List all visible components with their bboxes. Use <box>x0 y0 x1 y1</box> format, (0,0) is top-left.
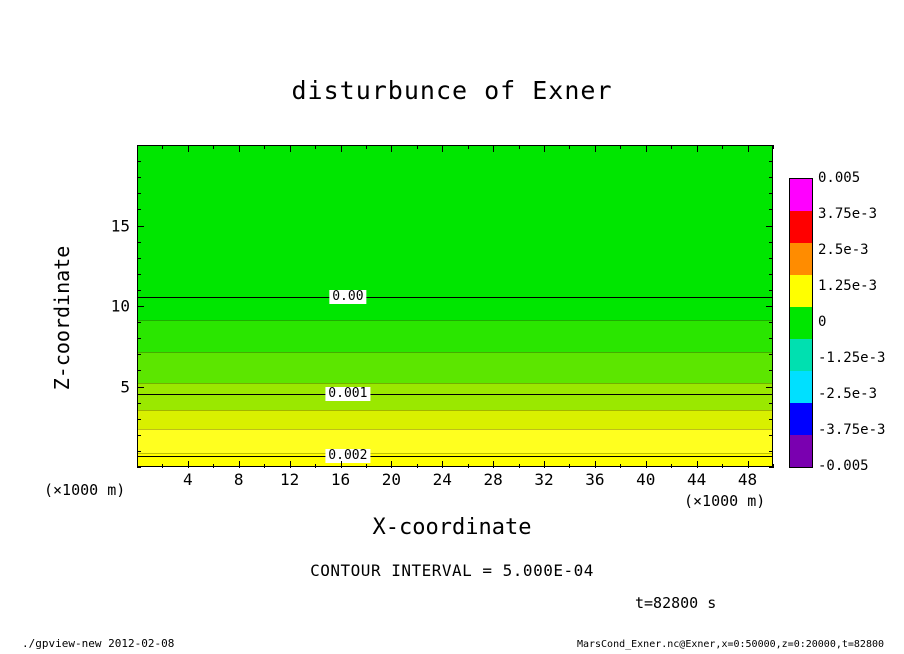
x-axis-tick <box>341 461 342 468</box>
y-axis-tick <box>137 451 141 452</box>
colorbar-tick-label: 1.25e-3 <box>818 278 878 294</box>
contour-band <box>138 352 772 383</box>
y-axis-tick <box>769 274 773 275</box>
x-axis-tick <box>722 464 723 468</box>
x-tick-label: 36 <box>585 470 605 489</box>
y-axis-tick <box>769 403 773 404</box>
y-axis-tick <box>769 322 773 323</box>
time-label: t=82800 s <box>635 594 717 612</box>
y-axis-tick <box>769 435 773 436</box>
y-axis-tick <box>137 338 141 339</box>
colorbar-tick-label: -3.75e-3 <box>818 422 886 438</box>
x-axis-tick <box>188 145 189 152</box>
y-axis-tick <box>766 387 773 388</box>
band-edge <box>138 352 772 353</box>
y-axis-tick-labels <box>88 0 130 654</box>
colorbar-cell <box>790 179 812 211</box>
y-axis-ticks-right <box>765 145 773 467</box>
x-axis-tick <box>544 461 545 468</box>
colorbar-cell <box>790 435 812 467</box>
colorbar <box>789 178 813 468</box>
x-axis-tick <box>620 464 621 468</box>
x-axis-tick <box>697 145 698 152</box>
x-tick-label: 40 <box>636 470 656 489</box>
y-axis-tick <box>769 354 773 355</box>
x-axis-tick <box>468 145 469 149</box>
x-units-left-label: (×1000 m) <box>44 481 126 499</box>
x-axis-tick <box>213 145 214 149</box>
y-tick-label: 10 <box>110 296 130 316</box>
y-axis-tick <box>769 161 773 162</box>
y-axis-tick <box>137 435 141 436</box>
x-tick-label: 24 <box>432 470 452 489</box>
contour-interval-label: CONTOUR INTERVAL = 5.000E-04 <box>310 561 594 580</box>
y-axis-tick <box>769 193 773 194</box>
y-axis-tick <box>137 242 141 243</box>
y-axis-tick <box>766 226 773 227</box>
x-axis-tick <box>315 145 316 149</box>
y-axis-tick <box>137 193 141 194</box>
colorbar-cell <box>790 275 812 307</box>
y-axis-tick <box>137 177 141 178</box>
y-axis-tick <box>137 306 144 307</box>
x-axis-tick <box>417 464 418 468</box>
x-axis-tick <box>544 145 545 152</box>
x-axis-ticks-top <box>137 145 773 153</box>
x-axis-tick <box>773 145 774 149</box>
x-axis-tick <box>188 461 189 468</box>
x-tick-label: 48 <box>737 470 758 489</box>
x-units-right-label: (×1000 m) <box>684 492 766 510</box>
x-axis-tick <box>264 464 265 468</box>
colorbar-tick-labels <box>818 170 898 474</box>
x-axis-tick <box>519 145 520 149</box>
y-axis-tick <box>769 177 773 178</box>
y-axis-tick <box>137 145 141 146</box>
x-axis-tick <box>646 145 647 152</box>
colorbar-tick-label: 2.5e-3 <box>818 242 869 258</box>
x-axis-ticks-bottom <box>137 460 773 468</box>
y-axis-tick <box>137 370 141 371</box>
x-axis-tick <box>595 145 596 152</box>
y-axis-tick <box>137 226 144 227</box>
colorbar-cell <box>790 211 812 243</box>
footer-right-label: MarsCond_Exner.nc@Exner,x=0:50000,z=0:20000,t=82800 <box>576 639 884 650</box>
x-axis-title: X-coordinate <box>372 515 532 540</box>
y-axis-tick <box>769 419 773 420</box>
x-axis-tick <box>391 461 392 468</box>
x-axis-tick <box>569 145 570 149</box>
x-tick-label: 8 <box>233 470 244 489</box>
y-axis-tick <box>766 306 773 307</box>
colorbar-tick-label: -2.5e-3 <box>818 386 878 402</box>
x-axis-tick <box>773 464 774 468</box>
contour-band <box>138 146 772 320</box>
y-axis-tick <box>769 290 773 291</box>
colorbar-cell <box>790 339 812 371</box>
x-axis-tick <box>162 145 163 149</box>
contour-label: 0.002 <box>325 449 370 463</box>
colorbar-tick-label: -1.25e-3 <box>818 350 886 366</box>
colorbar-cell <box>790 403 812 435</box>
x-tick-label: 20 <box>381 470 402 489</box>
x-axis-tick <box>264 145 265 149</box>
y-axis-tick <box>137 419 141 420</box>
x-axis-tick <box>468 464 469 468</box>
contour-label: 0.001 <box>325 387 370 401</box>
y-axis-tick <box>137 290 141 291</box>
y-axis-tick <box>137 403 141 404</box>
x-axis-tick <box>697 461 698 468</box>
x-tick-label: 4 <box>183 470 193 489</box>
colorbar-tick-label: 0.005 <box>818 170 861 186</box>
x-axis-tick <box>442 145 443 152</box>
colorbar-tick-label: -0.005 <box>818 458 869 474</box>
x-axis-tick <box>493 145 494 152</box>
x-axis-tick <box>290 145 291 152</box>
x-axis-tick <box>213 464 214 468</box>
footer-left-label: ./gpview-new 2012-02-08 <box>22 637 175 650</box>
x-axis-tick <box>162 464 163 468</box>
x-axis-tick <box>722 145 723 149</box>
x-axis-tick <box>595 461 596 468</box>
y-axis-tick <box>769 338 773 339</box>
plot-area <box>137 145 773 467</box>
x-tick-label: 32 <box>534 470 554 489</box>
x-axis-tick <box>391 145 392 152</box>
y-axis-tick <box>769 209 773 210</box>
y-tick-label: 5 <box>120 377 130 396</box>
band-edge <box>138 429 772 430</box>
y-axis-tick <box>137 209 141 210</box>
chart-title: disturbunce of Exner <box>291 76 613 105</box>
x-axis-tick <box>366 145 367 149</box>
band-edge <box>138 320 772 321</box>
contour-label: 0.00 <box>329 290 366 304</box>
colorbar-cell <box>790 243 812 275</box>
x-tick-label: 16 <box>330 470 351 489</box>
x-axis-tick <box>366 464 367 468</box>
x-axis-tick <box>417 145 418 149</box>
band-edge <box>138 453 772 454</box>
x-axis-tick <box>646 461 647 468</box>
x-axis-tick <box>671 145 672 149</box>
y-axis-tick <box>769 370 773 371</box>
y-axis-tick <box>137 161 141 162</box>
y-axis-tick <box>137 258 141 259</box>
x-axis-tick <box>620 145 621 149</box>
colorbar-cell <box>790 371 812 403</box>
x-axis-tick <box>748 145 749 152</box>
contour-band <box>138 410 772 429</box>
y-axis-tick <box>769 258 773 259</box>
x-axis-tick <box>493 461 494 468</box>
y-axis-ticks-left <box>137 145 145 467</box>
x-axis-tick <box>341 145 342 152</box>
band-edge <box>138 410 772 411</box>
y-axis-tick <box>769 467 773 468</box>
contour-line <box>138 456 772 457</box>
colorbar-tick-label: 0 <box>818 314 827 330</box>
colorbar-cell <box>790 307 812 339</box>
x-tick-label: 12 <box>279 470 300 489</box>
x-axis-tick <box>442 461 443 468</box>
contour-band <box>138 383 772 410</box>
contour-band <box>138 429 772 453</box>
x-tick-label: 28 <box>483 470 503 489</box>
x-tick-label: 44 <box>687 470 707 489</box>
x-axis-tick <box>239 145 240 152</box>
x-axis-tick <box>519 464 520 468</box>
y-axis-tick <box>137 467 141 468</box>
y-axis-tick <box>769 242 773 243</box>
y-tick-label: 15 <box>110 216 130 235</box>
y-axis-tick <box>137 354 141 355</box>
x-axis-tick <box>290 461 291 468</box>
y-axis-title: Z-coordinate <box>50 245 74 391</box>
x-axis-tick <box>315 464 316 468</box>
x-axis-tick <box>671 464 672 468</box>
contour-line <box>138 394 772 395</box>
contour-line <box>138 297 772 298</box>
y-axis-tick <box>769 145 773 146</box>
y-axis-tick <box>137 322 141 323</box>
colorbar-tick-label: 3.75e-3 <box>818 206 878 222</box>
x-axis-tick <box>748 461 749 468</box>
y-axis-tick <box>137 274 141 275</box>
band-edge <box>138 383 772 384</box>
y-axis-tick <box>137 387 144 388</box>
x-axis-tick <box>569 464 570 468</box>
contour-band <box>138 320 772 352</box>
x-axis-tick <box>239 461 240 468</box>
y-axis-tick <box>769 451 773 452</box>
